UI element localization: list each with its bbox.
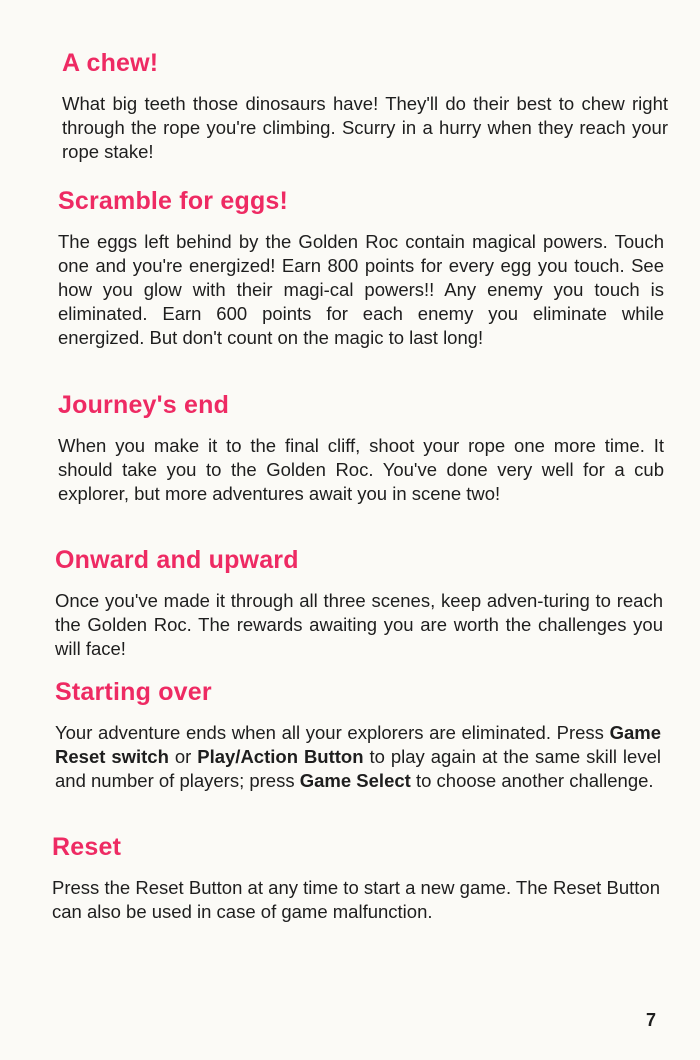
section-onward-and-upward <box>55 545 663 661</box>
section-body <box>55 721 661 793</box>
section-heading: Journey's end <box>58 391 230 419</box>
game-reset-switch-label: Game Reset switch <box>55 722 661 767</box>
body-text: to choose another challenge. <box>410 770 654 791</box>
section-body: When you make it to the final cliff, shoot your rope one more time. It should take you to the Golden Roc. You've done very well for a cub explorer, but more adventures await you in scene two! <box>58 435 664 504</box>
play-action-button-label: Play/Action Button <box>197 746 364 767</box>
section-journeys-end <box>58 390 664 506</box>
page-number: 7 <box>646 1010 657 1030</box>
section-heading: Starting over <box>55 678 212 706</box>
section-heading: Scramble for eggs! <box>58 187 289 215</box>
section-body: What big teeth those dinosaurs have! They'll do their best to chew right through the rope you're climbing. Scurry in a hurry when they reach your rope stake! <box>62 93 668 162</box>
body-text: Your adventure ends when all your explorers are eliminated. Press <box>55 722 610 743</box>
section-a-chew <box>62 48 668 164</box>
section-reset <box>52 832 660 924</box>
section-body: Press the Reset Button at any time to start a new game. The Reset Button can also be used in case of game malfunction. <box>52 877 660 922</box>
section-heading: A chew! <box>62 49 159 77</box>
section-scramble-for-eggs <box>58 186 664 350</box>
section-body: The eggs left behind by the Golden Roc contain magical powers. Touch one and you're energized! Earn 800 points for every egg you touch. See how you glow with their magi-cal powers!! Any enemy you touch is eliminated. Earn 600 points for each enemy you eliminate while energized. But don't count on the magic to last long! <box>58 231 664 348</box>
body-text: to play again at the same skill level and number of players; press <box>55 746 661 791</box>
section-heading: Onward and upward <box>55 546 299 574</box>
game-select-label: Game Select <box>299 770 411 791</box>
section-starting-over <box>55 677 661 793</box>
section-body: Once you've made it through all three scenes, keep adven-turing to reach the Golden Roc. The rewards awaiting you are worth the challenges you will face! <box>55 590 663 659</box>
section-heading: Reset <box>52 833 122 861</box>
body-text: or <box>168 746 198 767</box>
